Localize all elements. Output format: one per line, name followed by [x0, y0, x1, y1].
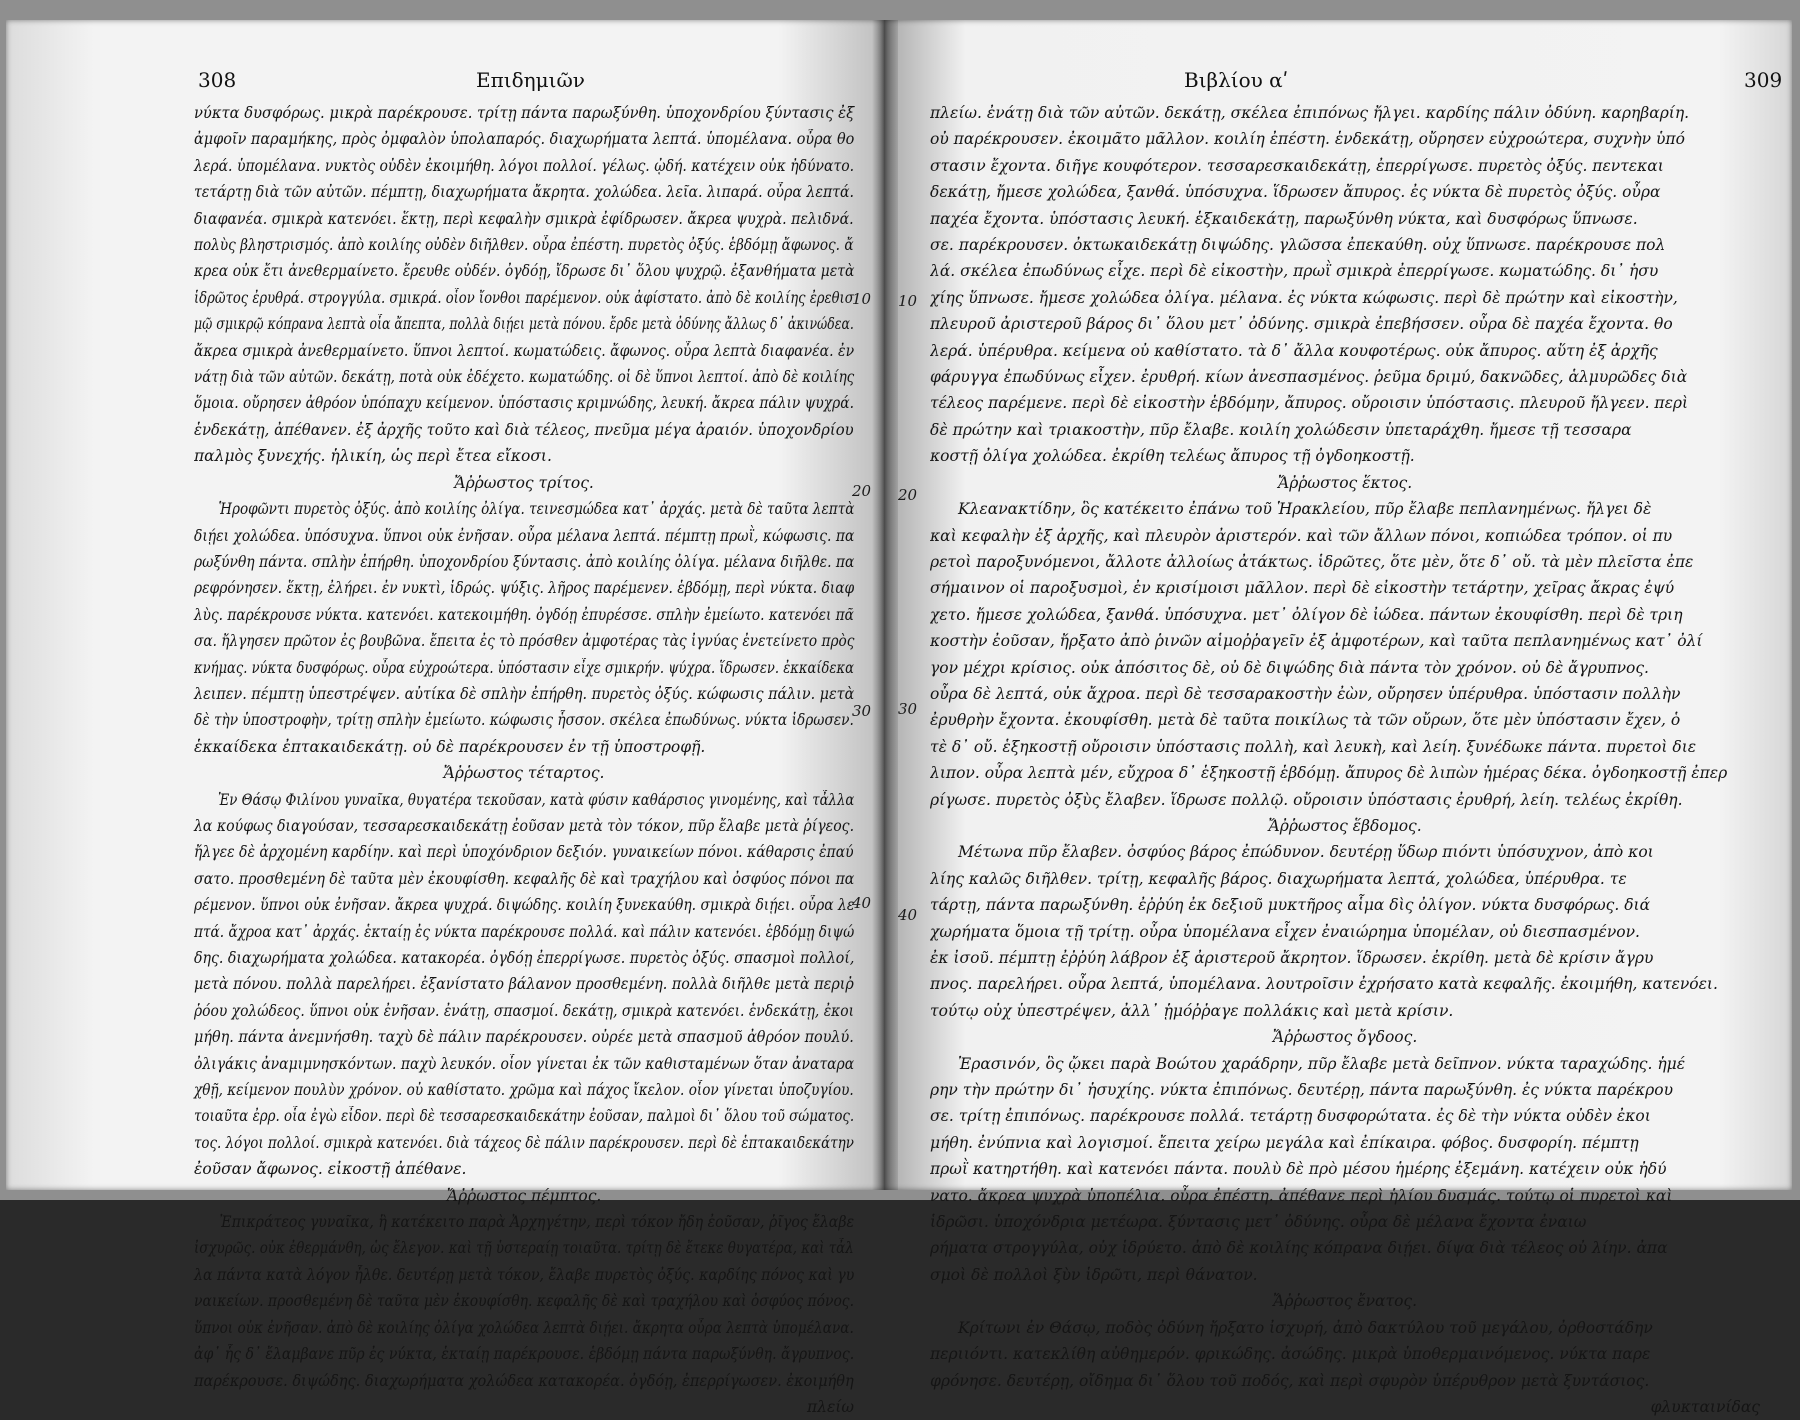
text-line: λὺς. παρέκρουσε νύκτα. κατενόει. κατεκοιμήθη. ὀγδόῃ ἐπυρέσσε. σπλὴν ἐμείωτο. κατενόει πᾶ	[194, 605, 854, 624]
line-number-marker: 10	[852, 290, 872, 308]
text-line: στασιν ἔχοντα. διῆγε κουφότερον. τεσσαρεσκαιδεκάτῃ, ἐπερρίγωσε. πυρετὸς ὀξύς. πεντεκαι	[930, 156, 1664, 175]
text-line: Ἡροφῶντι πυρετὸς ὀξύς. ἀπὸ κοιλίης ὀλίγα. τεινεσμώδεα κατ᾽ ἀρχάς. μετὰ δὲ ταῦτα λεπτὰ	[218, 500, 855, 519]
text-line: τέλεος παρέμενε. περὶ δὲ εἰκοστὴν ἑβδόμην, ἄπυρος. οὔροισιν ὑπόστασις. πλευροῦ ἤλγεεν. περὶ	[930, 394, 1689, 413]
text-line: λα κούφως διαγούσαν, τεσσαρεσκαιδεκάτῃ ἐοῦσαν μετὰ τὸν τόκον, πῦρ ἔλαβε μετὰ ῥίγεος.	[194, 816, 855, 835]
text-line: ρίγωσε. πυρετὸς ὀξὺς ἔλαβεν. ἵδρωσε πολλῷ. οὔροισιν ὑπόστασις ἐρυθρή, λείη. τελέως ἐκρίθη.	[930, 790, 1683, 809]
text-line: ἑνδεκάτῃ, ἀπέθανεν. ἐξ ἀρχῆς τοῦτο καὶ διὰ τέλεος, πνεῦμα μέγα ἀραιόν. ὑποχονδρίου	[194, 420, 854, 439]
text-line: οὐ παρέκρουσεν. ἐκοιμᾶτο μᾶλλον. κοιλίη ἐπέστη. ἑνδεκάτῃ, οὔρησεν εὐχροώτερα, συχνὴν ὑπό	[930, 130, 1685, 149]
section-heading: Ἄῤῥωστος τέταρτος.	[443, 764, 605, 783]
line-number-marker: 40	[898, 906, 918, 924]
section-heading: Ἄῤῥωστος ἔνατος.	[1272, 1292, 1418, 1311]
text-line: τετάρτῃ διὰ τῶν αὐτῶν. πέμπτῃ, διαχωρήματα ἄκρητα. χολώδεα. λεῖα. λιπαρά. οὖρα λεπτά.	[194, 183, 855, 202]
text-line: ἑκκαίδεκα ἐπτακαιδεκάτῃ. οὐ δὲ παρέκρουσεν ἐν τῇ ὑποστροφῇ.	[194, 737, 706, 756]
text-line: ἤλγεε δὲ ἀρχομένη καρδίην. καὶ περὶ ὑποχόνδριον δεξιόν. γυναικείων πόνοι. κάθαρσις ἐπαύ	[194, 843, 854, 862]
text-line: μετὰ πόνου. πολλὰ παρελήρει. ἐξανίστατο βάλανον προσθεμένη. πολλὰ διῆλθε μετὰ περιῤ	[194, 975, 854, 994]
text-line: τούτῳ οὐχ ὑπεστρέψεν, ἀλλ᾽ ᾑμόῤῥαγε πολλάκις καὶ μετὰ κρίσιν.	[930, 1001, 1454, 1020]
text-line: Κρίτωνι ἐν Θάσῳ, ποδὸς ὀδύνη ἤρξατο ἰσχυρή, ἀπὸ δακτύλου τοῦ μεγάλου, ὀρθοστάδην	[958, 1318, 1653, 1337]
text-line: ρεφρόνησεν. ἕκτῃ, ἐλήρει. ἐν νυκτὶ, ἱδρώς. ψύξις. λῆρος παρέμενεν. ἑβδόμῃ, περὶ νύκτα. διαφ	[194, 579, 855, 598]
text-line: καὶ κεφαλὴν ἐξ ἀρχῆς, καὶ πλευρὸν ἀριστερόν. καὶ τῶν ἄλλων πόνοι, κοπιώδεα τρόπον. οἱ πυ	[930, 526, 1673, 545]
text-line: πλείω. ἐνάτῃ διὰ τῶν αὐτῶν. δεκάτῃ, σκέλεα ἐπιπόνως ἤλγει. καρδίης πάλιν ὀδύνη. καρηβαρίη.	[930, 104, 1690, 122]
text-line: ἐρυθρὴν ἔχοντα. ἐκουφίσθη. μετὰ δὲ ταῦτα ποικίλως τὰ τῶν οὔρων, ὅτε μὲν ὑπόστασιν ἔχεν, ὁ	[930, 711, 1681, 730]
text-line: λα πάντα κατὰ λόγον ἦλθε. δευτέρῃ μετὰ τόκον, ἔλαβε πυρετὸς ὀξύς. καρδίης πόνος καὶ γυ	[194, 1265, 855, 1284]
text-line: ὕπνοι οὐκ ἐνῆσαν. ἀπὸ δὲ κοιλίης ὀλίγα χολώδεα λεπτὰ διῄει. ἄκρητα οὖρα λεπτὰ ὑπομέλανα.	[194, 1318, 854, 1337]
text-line: μήθη. πάντα ἀνεμνήσθη. ταχὺ δὲ πάλιν παρέκρουσεν. οὐρέε μετὰ σπασμοῦ ἀθρόον πουλύ.	[194, 1028, 854, 1047]
text-line: λειπεν. πέμπτῃ ὑπεστρέψεν. αὐτίκα δὲ σπλὴν ἐπήρθη. πυρετὸς ὀξύς. κώφωσις πάλιν. μετὰ	[194, 684, 855, 703]
line-number-marker: 20	[852, 482, 872, 500]
text-line: ναικείων. προσθεμένη δὲ ταῦτα μὲν ἐκουφίσθη. κεφαλῆς δὲ καὶ τραχήλου καὶ ὀσφύος πόνος.	[194, 1292, 855, 1311]
text-line: ἄκρεα σμικρὰ ἀνεθερμαίνετο. ὕπνοι λεπτοί. κωματώδεις. ἄφωνος. οὖρα λεπτὰ διαφανέα. ἐν	[194, 341, 855, 360]
text-line: δὲ τὴν ὑποστροφὴν, τρίτῃ σπλὴν ἐμείωτο. κώφωσις ἧσσον. σκέλεα ἐπωδύνως. νύκτα ἱδρωσεν.	[194, 711, 854, 730]
section-heading: Ἄῤῥωστος ἕκτος.	[1277, 473, 1413, 492]
text-line: Ἐπικράτεος γυναῖκα, ἣ κατέκειτο παρὰ Ἀρχηγέτην, περὶ τόκον ἤδη ἐοῦσαν, ῥῖγος ἔλαβε	[219, 1213, 855, 1232]
text-line: λερά. ὑπομέλανα. νυκτὸς οὐδὲν ἐκοιμήθη. λόγοι πολλοί. γέλως. ᾠδή. κατέχειν οὐκ ἠδύνατο.	[194, 156, 855, 175]
text-line: ἱδρῶτος ἐρυθρά. στρογγύλα. σμικρά. οἷον ἴονθοι παρέμενον. οὐκ ἀφίστατο. ἀπὸ δὲ κοιλίης ἐρεθισ	[194, 288, 854, 307]
text-line: οὖρα δὲ λεπτά, οὐκ ἄχροα. περὶ δὲ τεσσαρακοστὴν ἐὼν, οὔρησεν ὑπέρυθρα. ὑπόστασιν πολλὴν	[930, 684, 1681, 703]
text-line: σα. ἤλγησεν πρῶτον ἐς βουβῶνα. ἔπειτα ἐς τὸ πρόσθεν ἀμφοτέρας τὰς ἰγνύας ἐνετείνετο πρὸς	[194, 632, 855, 651]
text-line: παχέα ἔχοντα. ὑπόστασις λευκή. ἑξκαιδεκάτῃ, παρωξύνθη νύκτα, καὶ δυσφόρως ὕπνωσε.	[930, 209, 1638, 228]
section-heading: Ἄῤῥωστος ὄγδοος.	[1272, 1028, 1418, 1047]
text-line: ῥόου χολώδεος. ὕπνοι οὐκ ἐνῆσαν. ἐνάτῃ, σπασμοί. δεκάτῃ, σμικρὰ κατενόει. ἑνδεκάτῃ, ἐκοι	[194, 1001, 855, 1020]
text-line: νατο. ἄκρεα ψυχρὰ ὑποπέλια. οὖρα ἐπέστη. ἀπέθανε περὶ ἡλίου δυσμάς. τούτῳ οἱ πυρετοὶ καὶ	[930, 1186, 1673, 1205]
text-line: χίης ὕπνωσε. ἤμεσε χολώδεα ὀλίγα. μέλανα. ἐς νύκτα κώφωσις. περὶ δὲ πρώτην καὶ εἰκοστὴν,	[930, 288, 1678, 307]
text-line: Ἐν Θάσῳ Φιλίνου γυναῖκα, θυγατέρα τεκοῦσαν, κατὰ φύσιν καθάρσιος γινομένης, καὶ τἆλλα	[217, 790, 855, 809]
text-line: μήθη. ἐνύπνια καὶ λογισμοί. ἔπειτα χείρω μεγάλα καὶ ἐπίκαιρα. φόβος. δυσφορίη. πέμπτῃ	[930, 1133, 1639, 1152]
text-line: σήμαινον οἱ παροξυσμοὶ, ἐν κρισίμοισι μᾶλλον. περὶ δὲ εἰκοστὴν τετάρτην, χεῖρας ἄκρας ἐψύ	[930, 579, 1675, 598]
text-line: γον μέχρι κρίσιος. οὐκ ἀπόσιτος δὲ, οὐ δὲ διψώδης διὰ πάντα τὸν χρόνον. οὐ δὲ ἄγρυπνος.	[930, 658, 1649, 677]
text-line: Μέτωνα πῦρ ἔλαβεν. ὀσφύος βάρος ἐπώδυνον. δευτέρῃ ὕδωρ πιόντι ὑπόσυχνον, ἀπὸ κοι	[958, 843, 1654, 862]
left-page	[6, 20, 884, 1416]
text-line: παλμὸς ξυνεχής. ἡλικίη, ὡς περὶ ἔτεα εἴκοσι.	[194, 447, 552, 466]
text-line: χωρήματα ὅμοια τῇ τρίτῃ. οὖρα ὑπομέλανα εἶχεν ἐναιώρημα ὑπομέλαν, οὐ διεσπασμένον.	[930, 922, 1640, 941]
book-gutter	[872, 20, 898, 1190]
text-line: ρωξύνθη πάντα. σπλὴν ἐπήρθη. ὑποχονδρίου ξύντασις. ἀπὸ κοιλίης ὀλίγα. μέλανα διῆλθε. πα	[194, 552, 855, 571]
section-heading: Ἄῤῥωστος ἕβδομος.	[1268, 816, 1422, 835]
text-line: νάτῃ διὰ τῶν αὐτῶν. δεκάτῃ, ποτὰ οὐκ ἐδέχετο. κωματώδης. οἱ δὲ ὕπνοι λεπτοί. ἀπὸ δὲ κοιλίης	[194, 368, 855, 387]
text-line: τάρτῃ, πάντα παρωξύνθη. ἐῤῥύη ἐκ δεξιοῦ μυκτῆρος αἷμα δὶς ὀλίγον. νύκτα δυσφόρως. διά	[930, 896, 1651, 915]
text-line: δης. διαχωρήματα χολώδεα. κατακορέα. ὀγδόῃ ἐπερρίγωσε. πυρετὸς ὀξύς. σπασμοὶ πολλοί,	[194, 949, 855, 967]
line-number-marker: 30	[852, 702, 872, 720]
text-line: σε. παρέκρουσεν. ὀκτωκαιδεκάτῃ διψώδης. γλῶσσα ἐπεκαύθη. οὐχ ὕπνωσε. παρέκρουσε πολ	[930, 236, 1666, 255]
text-line: ἀφ᾽ ἧς δ᾽ ἔλαμβανε πῦρ ἐς νύκτα, ἑκταίῃ παρέκρουσε. ἑβδόμῃ πάντα παρωξύνθη. ἄγρυπνος.	[194, 1345, 855, 1364]
catchword: φλυκταινίδας	[1650, 1397, 1760, 1416]
text-line: δεκάτῃ, ἤμεσε χολώδεα, ξανθά. ὑπόσυχνα. ἵδρωσεν ἄπυρος. ἐς νύκτα δὲ πυρετὸς ὀξύς. οὖρα	[930, 183, 1661, 202]
text-line: ὅμοια. οὔρησεν ἀθρόον ὑπόπαχυ κείμενον. ὑπόστασις κριμνώδης, λευκή. ἄκρεα πάλιν ψυχρά.	[194, 394, 854, 413]
text-line: ρέμενον. ὕπνοι οὐκ ἐνῆσαν. ἄκρεα ψυχρά. διψώδης. κοιλίη ξυνεκαύθη. σμικρὰ διῄει. οὖρα λε	[194, 896, 855, 915]
text-line: λίης καλῶς διῆλθεν. τρίτῃ, κεφαλῆς βάρος. διαχωρήματα λεπτά, χολώδεα, ὑπέρυθρα. τε	[930, 869, 1627, 888]
text-line: Κλεανακτίδην, ὃς κατέκειτο ἐπάνω τοῦ Ἡρακλείου, πῦρ ἔλαβε πεπλανημένως. ἤλγει δὲ	[958, 500, 1652, 519]
text-line: παρέκρουσε. διψώδης. διαχωρήματα χολώδεα κατακορέα. ὀγδόῃ, ἐπερρίγωσεν. ἐκοιμήθη	[194, 1371, 854, 1390]
right-page	[884, 20, 1792, 1416]
text-line: χθῇ, κείμενον πουλὺν χρόνον. οὐ καθίστατο. χρῶμα καὶ πάχος ἴκελον. οἷον γίνεται ὑποζυγίου.	[194, 1081, 854, 1100]
text-line: πρωῒ κατηρτήθη. καὶ κατενόει πάντα. πουλὺ δὲ πρὸ μέσου ἡμέρης ἐξεμάνη. κατέχειν οὐκ ἠδύ	[930, 1160, 1667, 1179]
text-line: διῄει χολώδεα. ὑπόσυχνα. ὕπνοι οὐκ ἐνῆσαν. οὖρα μέλανα λεπτά. πέμπτῃ πρωῒ, κώφωσις. πα	[194, 526, 855, 545]
text-line: ἰσχυρῶς. οὐκ ἐθερμάνθη, ὡς ἔλεγον. καὶ τῇ ὑστεραίῃ τοιαῦτα. τρίτῃ δὲ ἔτεκε θυγατέρα, καὶ τἆλ	[194, 1239, 854, 1258]
right-page-text	[930, 100, 1760, 1420]
text-line: ἱδρῶσι. ὑποχόνδρια μετέωρα. ξύντασις μετ᾽ ὀδύνης. οὖρα δὲ μέλανα ἔχοντα ἐναιω	[930, 1213, 1587, 1232]
text-line: δὲ πρώτην καὶ τριακοστὴν, πῦρ ἔλαβε. κοιλίη χολώδεσιν ὑπεταράχθη. ἤμεσε τῇ τεσσαρα	[930, 420, 1632, 439]
text-line: πλευροῦ ἀριστεροῦ βάρος δι᾽ ὅλου μετ᾽ ὀδύνης. σμικρὰ ἐπεβήσσεν. οὖρα δὲ παχέα ἔχοντα. θο	[930, 315, 1673, 334]
text-line: σατο. προσθεμένη δὲ ταῦτα μὲν ἐκουφίσθη. κεφαλῆς δὲ καὶ τραχήλου καὶ ὀσφύος πόνοι πα	[194, 869, 855, 888]
text-line: λερά. ὑπέρυθρα. κείμενα οὐ καθίστατο. τὰ δ᾽ ἄλλα κουφοτέρως. οὐκ ἄπυρος. αὕτη ἐξ ἀρχῆς	[930, 341, 1658, 360]
running-head: Επιδημιῶν	[476, 68, 585, 92]
text-line: λά. σκέλεα ἐπωδύνως εἶχε. περὶ δὲ εἰκοστὴν, πρωῒ σμικρὰ ἐπερρίγωσε. κωματώδης. δι᾽ ἡσυ	[930, 262, 1659, 281]
text-line: τὲ δ᾽ οὔ. ἑξηκοστῇ οὔροισιν ὑπόστασις πολλὴ, καὶ λευκὴ, καὶ λείη. ξυνέδωκε πάντα. πυρετοὶ διε	[930, 737, 1697, 756]
left-page-text	[194, 100, 854, 1420]
text-line: ἐκ ἰσοῦ. πέμπτῃ ἐῤῥύη λάβρον ἐξ ἀριστεροῦ ἄκρητον. ἵδρωσεν. ἐκρίθη. μετὰ δὲ κρίσιν ἄγρυ	[930, 949, 1654, 967]
text-line: νύκτα δυσφόρως. μικρὰ παρέκρουσε. τρίτῃ πάντα παρωξύνθη. ὑποχονδρίου ξύντασις ἐξ	[194, 104, 855, 122]
page-number: 308	[198, 68, 237, 92]
line-number-marker: 20	[898, 486, 918, 504]
running-head: Βιβλίου αʹ	[1184, 68, 1289, 92]
text-line: μῷ σμικρῷ κόπρανα λεπτὰ οἷα ἄπεπτα, πολλὰ διῄει μετὰ πόνου. ἔρδε μετὰ ὀδύνης ἄλλως δ᾽ ἀκινώδεα.	[194, 315, 854, 334]
section-heading: Ἄῤῥωστος τρίτος.	[454, 473, 594, 492]
text-line: Ἐρασινόν, ὃς ᾤκει παρὰ Βοώτου χαράδρην, πῦρ ἔλαβε μετὰ δεῖπνον. νύκτα ταραχώδης. ἡμέ	[958, 1054, 1686, 1073]
text-line: πολὺς βληστρισμός. ἀπὸ κοιλίης οὐδὲν διῆλθεν. οὖρα ἐπέστη. πυρετὸς ὀξύς. ἑβδόμῃ ἄφωνος. ἄ	[194, 236, 854, 255]
line-number-marker: 10	[898, 292, 918, 310]
line-number-marker: 30	[898, 700, 918, 718]
text-line: ἐοῦσαν ἄφωνος. εἰκοστῇ ἀπέθανε.	[194, 1160, 467, 1179]
page-number: 309	[1744, 68, 1783, 92]
text-line: κοστῇ ὀλίγα χολώδεα. ἐκρίθη τελέως ἄπυρος τῇ ὀγδοηκοστῇ.	[930, 447, 1415, 466]
text-line: περιιόντι. κατεκλίθη αὐθημερόν. φρικώδης. ἀσώδης. μικρὰ ὑποθερμαινόμενος. νύκτα παρε	[930, 1345, 1651, 1364]
text-line: τοιαῦτα ἐρρ. οἷα ἐγὼ εἶδον. περὶ δὲ τεσσαρεσκαιδεκάτην ἐοῦσαν, παλμοὶ δι᾽ ὅλου τοῦ σώματος.	[194, 1107, 855, 1126]
text-line: κνήμας. νύκτα δυσφόρως. οὖρα εὐχροώτερα. ὑπόστασιν εἶχε σμικρήν. ψύχρα. ἵδρωσεν. ἐκκαίδεκα	[194, 658, 854, 677]
text-line: φρόνησε. δευτέρῃ, οἴδημα δι᾽ ὅλου τοῦ ποδός, καὶ περὶ σφυρὸν ὑπέρυθρον μετὰ ξυντάσιος.	[930, 1371, 1650, 1390]
text-line: πτά. ἄχροα κατ᾽ ἀρχάς. ἑκταίῃ ἐς νύκτα παρέκρουσε πολλά. καὶ πάλιν κατενόει. ἑβδόμῃ διψώ	[194, 922, 855, 941]
text-line: ρήματα στρογγύλα, οὐχ ἱδρύετο. ἀπὸ δὲ κοιλίης κόπρανα διῄει. δίψα διὰ τέλεος οὐ λίην. ἀπα	[930, 1239, 1668, 1258]
text-line: κοστὴν ἐοῦσαν, ἤρξατο ἀπὸ ῥινῶν αἱμοῤῥαγεῖν ἐξ ἀμφοτέρων, καὶ ταῦτα πεπλανημένως κατ᾽ ὀλί	[930, 632, 1703, 651]
text-line: λιπον. οὖρα λεπτὰ μέν, εὔχροα δ᾽ ἑξηκοστῇ ἑβδόμῃ. ἄπυρος δὲ λιπὼν ἡμέρας δέκα. ὀγδοηκοστῇ ἐπερ	[930, 764, 1728, 783]
text-line: πνος. παρελήρει. οὖρα λεπτά, ὑπομέλανα. λουτροῖσιν ἐχρήσατο κατὰ κεφαλῆς. ἐκοιμήθη, κατενόει.	[930, 975, 1718, 994]
text-line: διαφανέα. σμικρὰ κατενόει. ἕκτῃ, περὶ κεφαλὴν σμικρὰ ἐφίδρωσεν. ἄκρεα ψυχρὰ. πελιδνά.	[194, 209, 854, 228]
line-number-marker: 40	[852, 894, 872, 912]
text-line: τος. λόγοι πολλοί. σμικρὰ κατενόει. διὰ τάχεος δὲ πάλιν παρέκρουσεν. περὶ δὲ ἑπτακαιδεκάτην	[194, 1133, 854, 1152]
text-line: ρετοὶ παροξυνόμενοι, ἄλλοτε ἀλλοίως ἀτάκτως. ἱδρῶτες, ὅτε μὲν, ὅτε δ᾽ οὔ. τὰ μὲν πλεῖστα ἐπε	[930, 552, 1694, 571]
text-line: ἀμφοῖν παραμήκης, πρὸς ὀμφαλὸν ὑπολαπαρός. διαχωρήματα λεπτά. ὑπομέλανα. οὖρα θο	[194, 130, 855, 149]
catchword: πλείω	[806, 1397, 854, 1416]
text-line: ὀλιγάκις ἀναμιμνησκόντων. παχὺ λευκόν. οἷον γίνεται ἐκ τῶν καθισταμένων ὅταν ἀναταρα	[194, 1054, 855, 1073]
text-line: ρην τὴν πρώτην δι᾽ ἡσυχίης. νύκτα ἐπιπόνως. δευτέρῃ, πάντα παρωξύνθη. ἐς νύκτα παρέκρου	[930, 1081, 1673, 1100]
text-line: σε. τρίτῃ ἐπιπόνως. παρέκρουσε πολλά. τετάρτῃ δυσφορώτατα. ἐς δὲ τὴν νύκτα οὐδὲν ἐκοι	[930, 1107, 1651, 1126]
text-line: φάρυγγα ἐπωδύνως εἶχεν. ἐρυθρή. κίων ἀνεσπασμένος. ῥεῦμα δριμύ, δακνῶδες, ἁλμυρῶδες διὰ	[930, 368, 1688, 387]
text-line: σμοὶ δὲ πολλοὶ ξὺν ἱδρῶτι, περὶ θάνατον.	[930, 1265, 1258, 1284]
text-line: χετο. ἤμεσε χολώδεα, ξανθά. ὑπόσυχνα. μετ᾽ ὀλίγον δὲ ἰώδεα. πάντων ἐκουφίσθη. περὶ δὲ τριη	[930, 605, 1683, 624]
text-line: κρεα οὐκ ἔτι ἀνεθερμαίνετο. ἔρευθε οὐδέν. ὀγδόῃ, ἴδρωσε δι᾽ ὅλου ψυχρῷ. ἐξανθήματα μετὰ	[194, 262, 855, 281]
section-heading: Ἄῤῥωστος πέμπτος.	[446, 1186, 602, 1205]
